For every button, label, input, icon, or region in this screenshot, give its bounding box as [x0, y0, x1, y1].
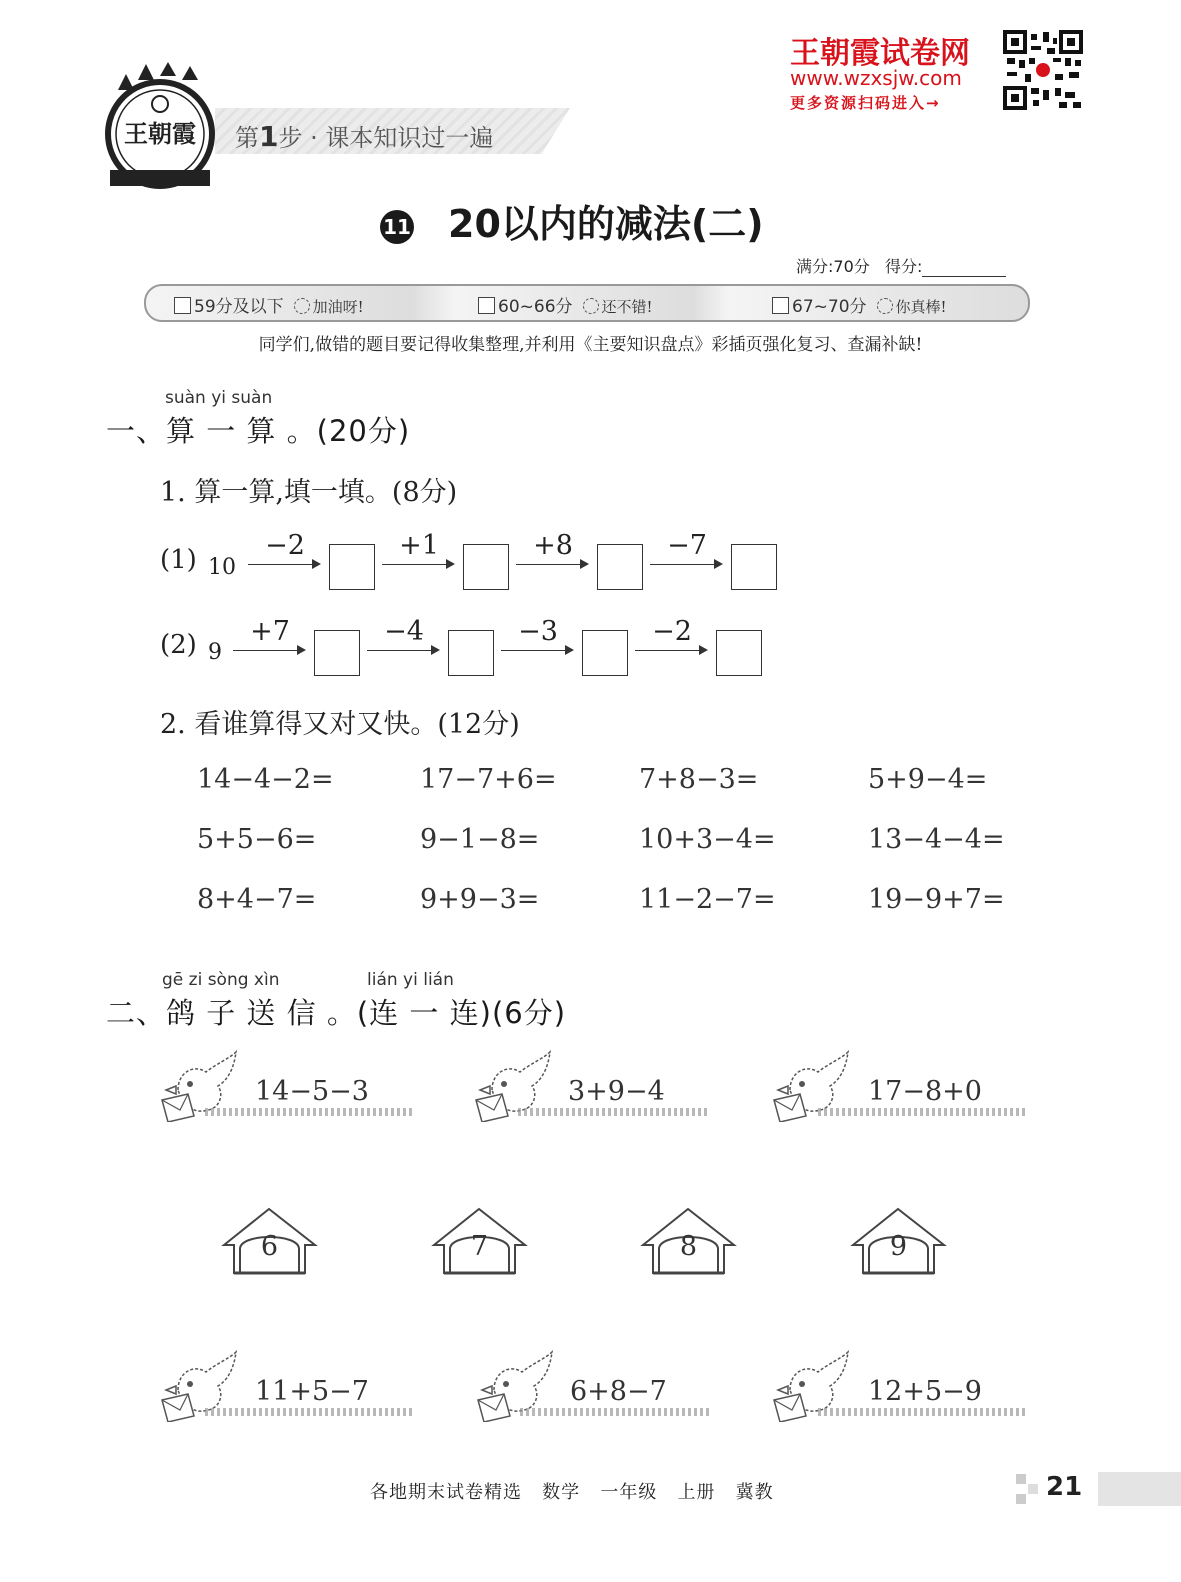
- brand-slogan: 更多资源扫码进入→: [790, 94, 941, 112]
- house-number: 7: [470, 1231, 489, 1262]
- expression[interactable]: 7+8−3=: [639, 764, 759, 795]
- grade-item: 60~66分 还不错!: [478, 292, 653, 317]
- row1-start: 10: [208, 555, 236, 580]
- expression[interactable]: 8+4−7=: [197, 884, 317, 915]
- section1-pinyin: suàn yi suàn: [165, 388, 273, 408]
- pigeon-expression[interactable]: 3+9−4: [568, 1076, 665, 1107]
- answer-box[interactable]: [314, 630, 360, 676]
- q1-title: 1. 算一算,填一填。(8分): [160, 477, 458, 508]
- lesson-title: 11 20以内的减法(二): [380, 193, 764, 248]
- house-icon[interactable]: [422, 1205, 537, 1277]
- pigeon-expression[interactable]: 11+5−7: [255, 1376, 369, 1407]
- wavy-line: [205, 1408, 415, 1416]
- row1-arrow: +1: [382, 538, 456, 578]
- house-number: 6: [260, 1231, 279, 1262]
- answer-box[interactable]: [582, 630, 628, 676]
- wavy-line: [205, 1108, 415, 1116]
- row2-arrow: −3: [501, 624, 575, 664]
- logo-name: 王朝霞: [124, 120, 196, 148]
- answer-box[interactable]: [731, 544, 777, 590]
- expression[interactable]: 9−1−8=: [420, 824, 540, 855]
- pigeon-expression[interactable]: 12+5−9: [868, 1376, 982, 1407]
- full-score-label: 满分:70分: [796, 257, 870, 276]
- expression[interactable]: 13−4−4=: [868, 824, 1005, 855]
- grade-checkbox[interactable]: [772, 297, 789, 314]
- grade-checkbox[interactable]: [174, 297, 191, 314]
- row2-label: (2): [160, 630, 197, 660]
- wavy-line: [518, 1108, 708, 1116]
- answer-box[interactable]: [716, 630, 762, 676]
- row2-arrow: +7: [233, 624, 307, 664]
- expression[interactable]: 5+9−4=: [868, 764, 988, 795]
- grade-item: 59分及以下 加油呀!: [174, 292, 364, 317]
- qr-code-icon[interactable]: [1003, 30, 1083, 110]
- smiley-icon: [583, 298, 599, 314]
- row1-arrow: +8: [516, 538, 590, 578]
- answer-box[interactable]: [448, 630, 494, 676]
- house-number: 9: [889, 1231, 908, 1262]
- smiley-icon: [877, 298, 893, 314]
- score-blank[interactable]: [922, 260, 1006, 277]
- q2-title: 2. 看谁算得又对又快。(12分): [160, 709, 520, 740]
- row2-arrow: −4: [367, 624, 441, 664]
- expression[interactable]: 10+3−4=: [639, 824, 776, 855]
- expression[interactable]: 17−7+6=: [420, 764, 557, 795]
- brand-url[interactable]: www.wzxsjw.com: [790, 66, 962, 90]
- footer-text: 各地期末试卷精选 数学 一年级 上册 冀教: [370, 1482, 774, 1503]
- expression[interactable]: 9+9−3=: [420, 884, 540, 915]
- logo-badge: [100, 62, 220, 192]
- notice-text: 同学们,做错的题目要记得收集整理,并利用《主要知识盘点》彩插页强化复习、查漏补缺!: [258, 335, 923, 355]
- row1-arrow: −7: [650, 538, 724, 578]
- smiley-icon: [294, 298, 310, 314]
- grade-item: 67~70分 你真棒!: [772, 292, 947, 317]
- score-label: 得分:: [885, 257, 923, 276]
- row1-label: (1): [160, 545, 197, 575]
- wavy-line: [818, 1408, 1028, 1416]
- step-label: 第1步 · 课本知识过一遍: [235, 120, 494, 153]
- pigeon-expression[interactable]: 17−8+0: [868, 1076, 982, 1107]
- house-icon[interactable]: [841, 1205, 956, 1277]
- row2-start: 9: [208, 640, 222, 665]
- house-icon[interactable]: [212, 1205, 327, 1277]
- expression[interactable]: 11−2−7=: [639, 884, 776, 915]
- answer-box[interactable]: [463, 544, 509, 590]
- expression[interactable]: 5+5−6=: [197, 824, 317, 855]
- row1-arrow: −2: [248, 538, 322, 578]
- page-bar: [1098, 1472, 1181, 1506]
- section2-title: 二、鸽 子 送 信 。(连 一 连)(6分): [106, 996, 567, 1030]
- expression[interactable]: 14−4−2=: [197, 764, 334, 795]
- wavy-line: [520, 1408, 710, 1416]
- house-icon[interactable]: [631, 1205, 746, 1277]
- page-number: 21: [1046, 1472, 1083, 1502]
- pigeon-expression[interactable]: 14−5−3: [255, 1076, 369, 1107]
- lesson-number-badge: 11: [380, 210, 414, 244]
- house-number: 8: [679, 1231, 698, 1262]
- answer-box[interactable]: [329, 544, 375, 590]
- pigeon-expression[interactable]: 6+8−7: [570, 1376, 667, 1407]
- grade-checkbox[interactable]: [478, 297, 495, 314]
- brand-name: 王朝霞试卷网: [790, 36, 970, 71]
- page-corner-marks: [1016, 1474, 1040, 1504]
- section2-pinyin-1: gē zi sòng xìn: [162, 970, 280, 990]
- section2-pinyin-2: lián yi lián: [367, 970, 454, 990]
- answer-box[interactable]: [597, 544, 643, 590]
- expression[interactable]: 19−9+7=: [868, 884, 1005, 915]
- row2-arrow: −2: [635, 624, 709, 664]
- score-line: [796, 254, 1006, 277]
- grade-bar: [144, 284, 1030, 322]
- wavy-line: [818, 1108, 1028, 1116]
- section1-title: 一、算 一 算 。(20分): [106, 414, 411, 448]
